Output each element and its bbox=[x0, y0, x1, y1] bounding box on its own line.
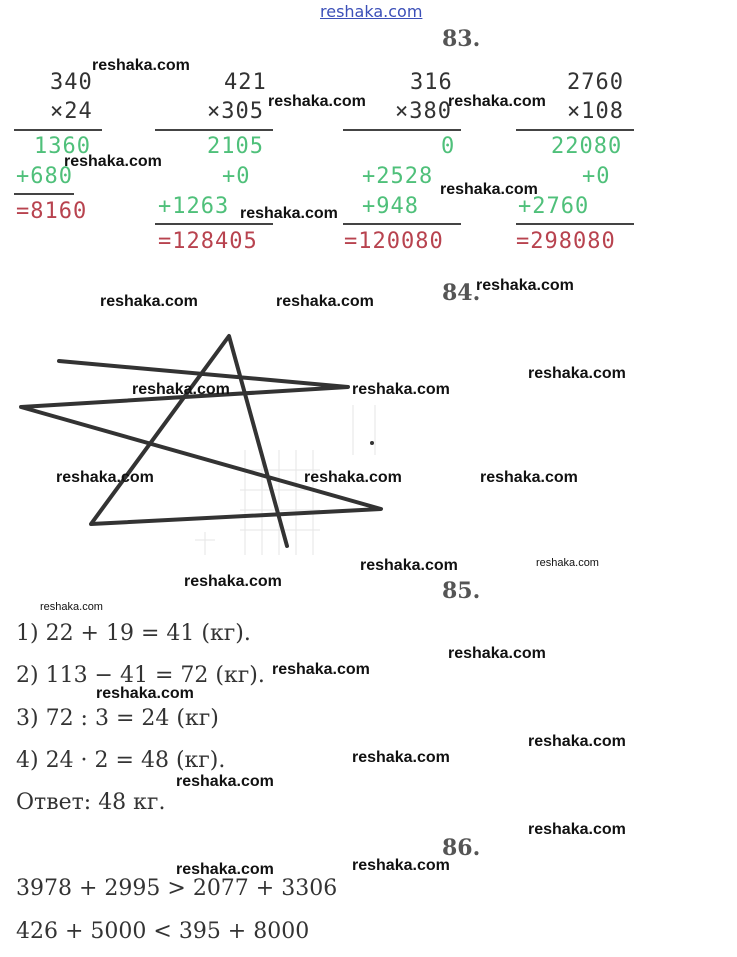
watermark: reshaka.com bbox=[100, 293, 198, 310]
task-85-answer: Ответ: 48 кг. bbox=[16, 790, 166, 815]
watermark: reshaka.com bbox=[92, 57, 190, 74]
star-polyline bbox=[21, 336, 381, 546]
col2-multiplier: ×305 bbox=[207, 99, 264, 124]
watermark: reshaka.com bbox=[272, 661, 370, 678]
watermark: reshaka.com bbox=[268, 93, 366, 110]
watermark: reshaka.com bbox=[40, 601, 103, 613]
col2-multiplicand: 421 bbox=[224, 70, 267, 95]
col4-partial-1: 22080 bbox=[551, 134, 623, 159]
watermark: reshaka.com bbox=[352, 381, 450, 398]
site-link[interactable]: reshaka.com bbox=[320, 2, 423, 21]
col2-partial-3: +1263 bbox=[158, 194, 230, 219]
watermark: reshaka.com bbox=[440, 181, 538, 198]
watermark: reshaka.com bbox=[528, 365, 626, 382]
watermark: reshaka.com bbox=[276, 293, 374, 310]
watermark: reshaka.com bbox=[132, 381, 230, 398]
watermark: reshaka.com bbox=[352, 857, 450, 874]
task-86-line-1: 3978 + 2995 > 2077 + 3306 bbox=[16, 876, 338, 901]
watermark: reshaka.com bbox=[480, 469, 578, 486]
col4-multiplicand: 2760 bbox=[567, 70, 624, 95]
watermark: reshaka.com bbox=[360, 557, 458, 574]
watermark: reshaka.com bbox=[176, 861, 274, 878]
col4-partial-3: +2760 bbox=[518, 194, 590, 219]
col3-partial-1: 0 bbox=[441, 134, 456, 159]
col3-multiplicand: 316 bbox=[410, 70, 453, 95]
col4-multiplier: ×108 bbox=[567, 99, 624, 124]
task-85-line-3: 3) 72 : 3 = 24 (кг) bbox=[16, 706, 219, 731]
task-86-line-2: 426 + 5000 < 395 + 8000 bbox=[16, 919, 310, 944]
task-85-line-1: 1) 22 + 19 = 41 (кг). bbox=[16, 621, 251, 646]
task-85-line-4: 4) 24 · 2 = 48 (кг). bbox=[16, 748, 226, 773]
col3-result: =120080 bbox=[344, 229, 444, 254]
task-84-number: 84. bbox=[442, 280, 481, 306]
task-85-number: 85. bbox=[442, 578, 481, 604]
col3-multiplier: ×380 bbox=[395, 99, 452, 124]
col2-result: =128405 bbox=[158, 229, 258, 254]
watermark: reshaka.com bbox=[528, 733, 626, 750]
watermark: reshaka.com bbox=[528, 821, 626, 838]
col4-result: =298080 bbox=[516, 229, 616, 254]
task-86-number: 86. bbox=[442, 835, 481, 861]
watermark: reshaka.com bbox=[536, 557, 599, 569]
col1-result: =8160 bbox=[16, 199, 88, 224]
col2-partial-2: +0 bbox=[222, 164, 251, 189]
watermark: reshaka.com bbox=[304, 469, 402, 486]
watermark: reshaka.com bbox=[184, 573, 282, 590]
task-83-number: 83. bbox=[442, 26, 481, 52]
col3-partial-2: +2528 bbox=[362, 164, 434, 189]
col2-partial-1: 2105 bbox=[207, 134, 264, 159]
watermark: reshaka.com bbox=[240, 205, 338, 222]
watermark: reshaka.com bbox=[448, 645, 546, 662]
col1-partial-2: +680 bbox=[16, 164, 73, 189]
watermark: reshaka.com bbox=[56, 469, 154, 486]
watermark: reshaka.com bbox=[352, 749, 450, 766]
watermark: reshaka.com bbox=[96, 685, 194, 702]
watermark: reshaka.com bbox=[176, 773, 274, 790]
dot bbox=[370, 441, 374, 445]
col3-partial-3: +948 bbox=[362, 194, 419, 219]
watermark: reshaka.com bbox=[476, 277, 574, 294]
col4-partial-2: +0 bbox=[582, 164, 611, 189]
task-85-line-2: 2) 113 − 41 = 72 (кг). bbox=[16, 663, 265, 688]
col1-partial-1: 1360 bbox=[34, 134, 91, 159]
watermark: reshaka.com bbox=[64, 153, 162, 170]
watermark: reshaka.com bbox=[448, 93, 546, 110]
col1-multiplier: ×24 bbox=[50, 99, 93, 124]
col1-multiplicand: 340 bbox=[50, 70, 93, 95]
